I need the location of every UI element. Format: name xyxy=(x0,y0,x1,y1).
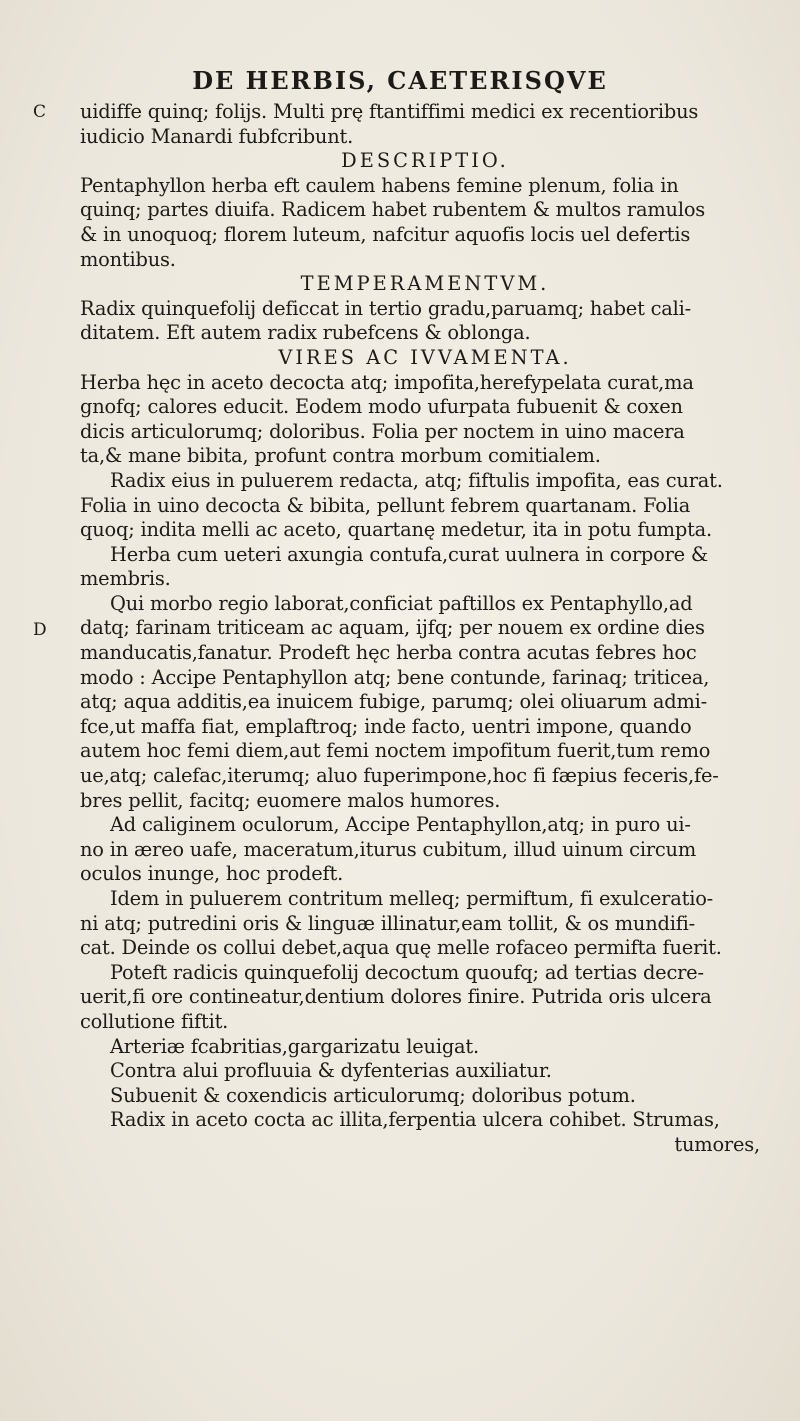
text-line: iudicio Manardi fubfcribunt. xyxy=(80,124,354,148)
section-heading: DESCRIPTIO. xyxy=(341,149,509,173)
text-line: ta,& mane bibita, profunt contra morbum comitialem. xyxy=(80,444,601,468)
text-line: Subuenit & coxendicis articulorumq; doloribus potum. xyxy=(110,1083,636,1107)
text-line: Idem in puluerem contritum melleq; permiftum, fi exulceratio- xyxy=(110,887,714,910)
text-line: Folia in uino decocta & bibita, pellunt febrem quartanam. Folia xyxy=(80,493,691,517)
text-line: Radix in aceto cocta ac illita,ferpentia ulcera cohibet. Strumas, xyxy=(110,1108,720,1132)
text-line: ue,atq; calefac,iterumq; aluo fuperimpone,hoc fi fæpius feceris,fe- xyxy=(80,764,719,788)
text-line: uidiffe quinq; folijs. Multi prę ftantiffimi medici ex recentioribus xyxy=(80,100,699,123)
text-line: Ad caliginem oculorum, Accipe Pentaphyllon,atq; in puro ui- xyxy=(110,813,691,837)
margin-letter-c: C xyxy=(33,102,47,122)
text-line: uerit,fi ore contineatur,dentium dolores finire. Putrida oris ulcera xyxy=(80,985,712,1009)
text-line: Herba cum ueteri axungia contufa,curat uulnera in corpore & xyxy=(110,542,708,566)
text-line: modo : Accipe Pentaphyllon atq; bene contunde, farinaq; triticea, xyxy=(80,665,710,689)
text-line: fce,ut maffa fiat, emplaftroq; inde facto, uentri impone, quando xyxy=(80,714,692,738)
text-line: Contra alui profluuia & dyfenterias auxiliatur. xyxy=(110,1059,552,1083)
text-line: & in unoquoq; florem luteum, nafcitur aquofis locis uel defertis xyxy=(80,222,691,246)
text-line: ni atq; putredini oris & linguæ illinatur,eam tollit, & os mundifi- xyxy=(80,911,696,935)
text-line: Pentaphyllon herba eft caulem habens femine plenum, folia in xyxy=(80,173,679,197)
text-line: Poteft radicis quinquefolij decoctum quoufq; ad tertias decre- xyxy=(110,960,704,984)
text-line: Arteriæ fcabritias,gargarizatu leuigat. xyxy=(110,1034,479,1058)
text-line: montibus. xyxy=(80,247,176,271)
text-line: Qui morbo regio laborat,conficiat paftillos ex Pentaphyllo,ad xyxy=(110,591,693,615)
text-line: quoq; indita melli ac aceto, quartanę medetur, ita in potu fumpta. xyxy=(80,518,713,542)
catchword-line: tumores, xyxy=(674,1132,760,1156)
text-line: cat. Deinde os collui debet,aqua quę melle rofaceo permifta fuerit. xyxy=(80,936,722,960)
text-line: dicis articulorumq; doloribus. Folia per noctem in uino macera xyxy=(80,419,685,443)
text-line: ditatem. Eft autem radix rubefcens & oblonga. xyxy=(80,321,531,345)
text-line: atq; aqua additis,ea inuicem fubige, parumq; olei oliuarum admi- xyxy=(80,690,707,714)
text-line: quinq; partes diuifa. Radicem habet rubentem & multos ramulos xyxy=(80,198,706,222)
text-line: no in æreo uafe, maceratum,iturus cubitum, illud uinum circum xyxy=(80,837,697,861)
margin-letter-d: D xyxy=(33,620,47,640)
text-line: oculos inunge, hoc prodeft. xyxy=(80,862,344,886)
text-line: autem hoc femi diem,aut femi noctem impofitum fuerit,tum remo xyxy=(80,739,711,763)
text-line: Radix quinquefolij deficcat in tertio gradu,paruamq; habet cali- xyxy=(80,296,692,320)
section-heading: TEMPERAMENTVM. xyxy=(300,272,550,296)
text-line: Radix eius in puluerem redacta, atq; fiftulis impofita, eas curat. xyxy=(110,468,723,492)
text-line: bres pellit, facitq; euomere malos humores. xyxy=(80,788,501,812)
text-line: Herba hęc in aceto decocta atq; impofita,herefypelata curat,ma xyxy=(80,370,694,394)
text-line: datq; farinam triticeam ac aquam, ijfq; per nouem ex ordine dies xyxy=(80,616,705,640)
text-line: membris. xyxy=(80,567,171,591)
section-heading: VIRES AC IVVAMENTA. xyxy=(278,345,572,369)
text-line: collutione fiftit. xyxy=(80,1009,229,1033)
text-line: manducatis,fanatur. Prodeft hęc herba contra acutas febres hoc xyxy=(80,641,697,665)
running-head: DE HERBIS, CAETERISQVE xyxy=(192,66,608,95)
text-line: gnofq; calores educit. Eodem modo ufurpata fubuenit & coxen xyxy=(80,395,683,419)
body-text xyxy=(80,100,770,1158)
